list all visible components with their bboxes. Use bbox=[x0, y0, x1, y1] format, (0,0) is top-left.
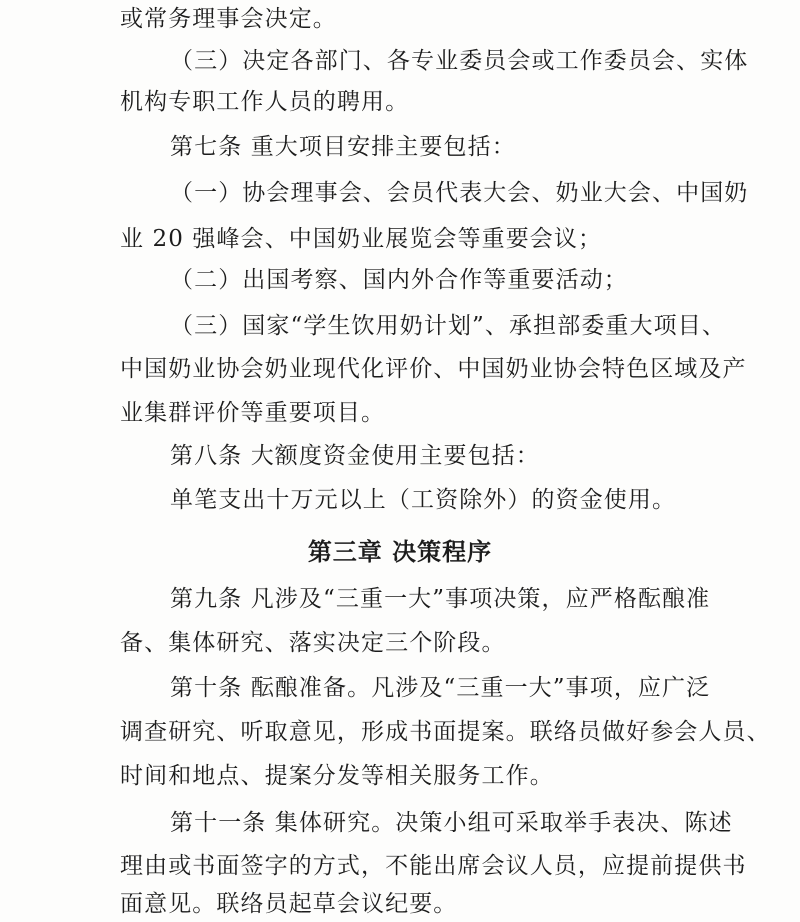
text-line: 时间和地点、提案分发等相关服务工作。 bbox=[120, 763, 554, 789]
text-line: 业集群评价等重要项目。 bbox=[120, 400, 386, 426]
article-7-item-3: （三）国家“学生饮用奶计划”、承担部委重大项目、 bbox=[170, 313, 726, 339]
text-line: 业 20 强峰会、中国奶业展览会等重要会议； bbox=[120, 226, 603, 252]
article-7-line: 第七条 重大项目安排主要包括： bbox=[170, 134, 516, 160]
article-11-line: 第十一条 集体研究。决策小组可采取举手表决、陈述 bbox=[170, 810, 733, 836]
text-line: 单笔支出十万元以上（工资除外）的资金使用。 bbox=[170, 487, 677, 513]
text-line: 中国奶业协会奶业现代化评价、中国奶业协会特色区域及产 bbox=[120, 356, 747, 382]
article-9-line: 第九条 凡涉及“三重一大”事项决策，应严格酝酿准 bbox=[170, 586, 711, 612]
text-line: 机构专职工作人员的聘用。 bbox=[120, 89, 410, 115]
article-7-item-1: （一）协会理事会、会员代表大会、奶业大会、中国奶 bbox=[170, 180, 749, 206]
article-7-item-2: （二）出国考察、国内外合作等重要活动； bbox=[170, 267, 628, 293]
chapter-3-heading: 第三章 决策程序 bbox=[307, 538, 493, 566]
text-line: 理由或书面签字的方式，不能出席会议人员，应提前提供书 bbox=[120, 853, 747, 879]
text-line: 备、集体研究、落实决定三个阶段。 bbox=[120, 630, 506, 656]
text-line-continuation: 或常务理事会决定。 bbox=[120, 6, 337, 32]
text-line: 调查研究、听取意见，形成书面提案。联络员做好参会人员、 bbox=[120, 719, 771, 745]
text-line-item-3: （三）决定各部门、各专业委员会或工作委员会、实体 bbox=[170, 48, 749, 74]
article-10-line: 第十条 酝酿准备。凡涉及“三重一大”事项，应广泛 bbox=[170, 675, 711, 701]
text-line: 面意见。联络员起草会议纪要。 bbox=[120, 891, 458, 917]
article-8-line: 第八条 大额度资金使用主要包括： bbox=[170, 443, 540, 469]
